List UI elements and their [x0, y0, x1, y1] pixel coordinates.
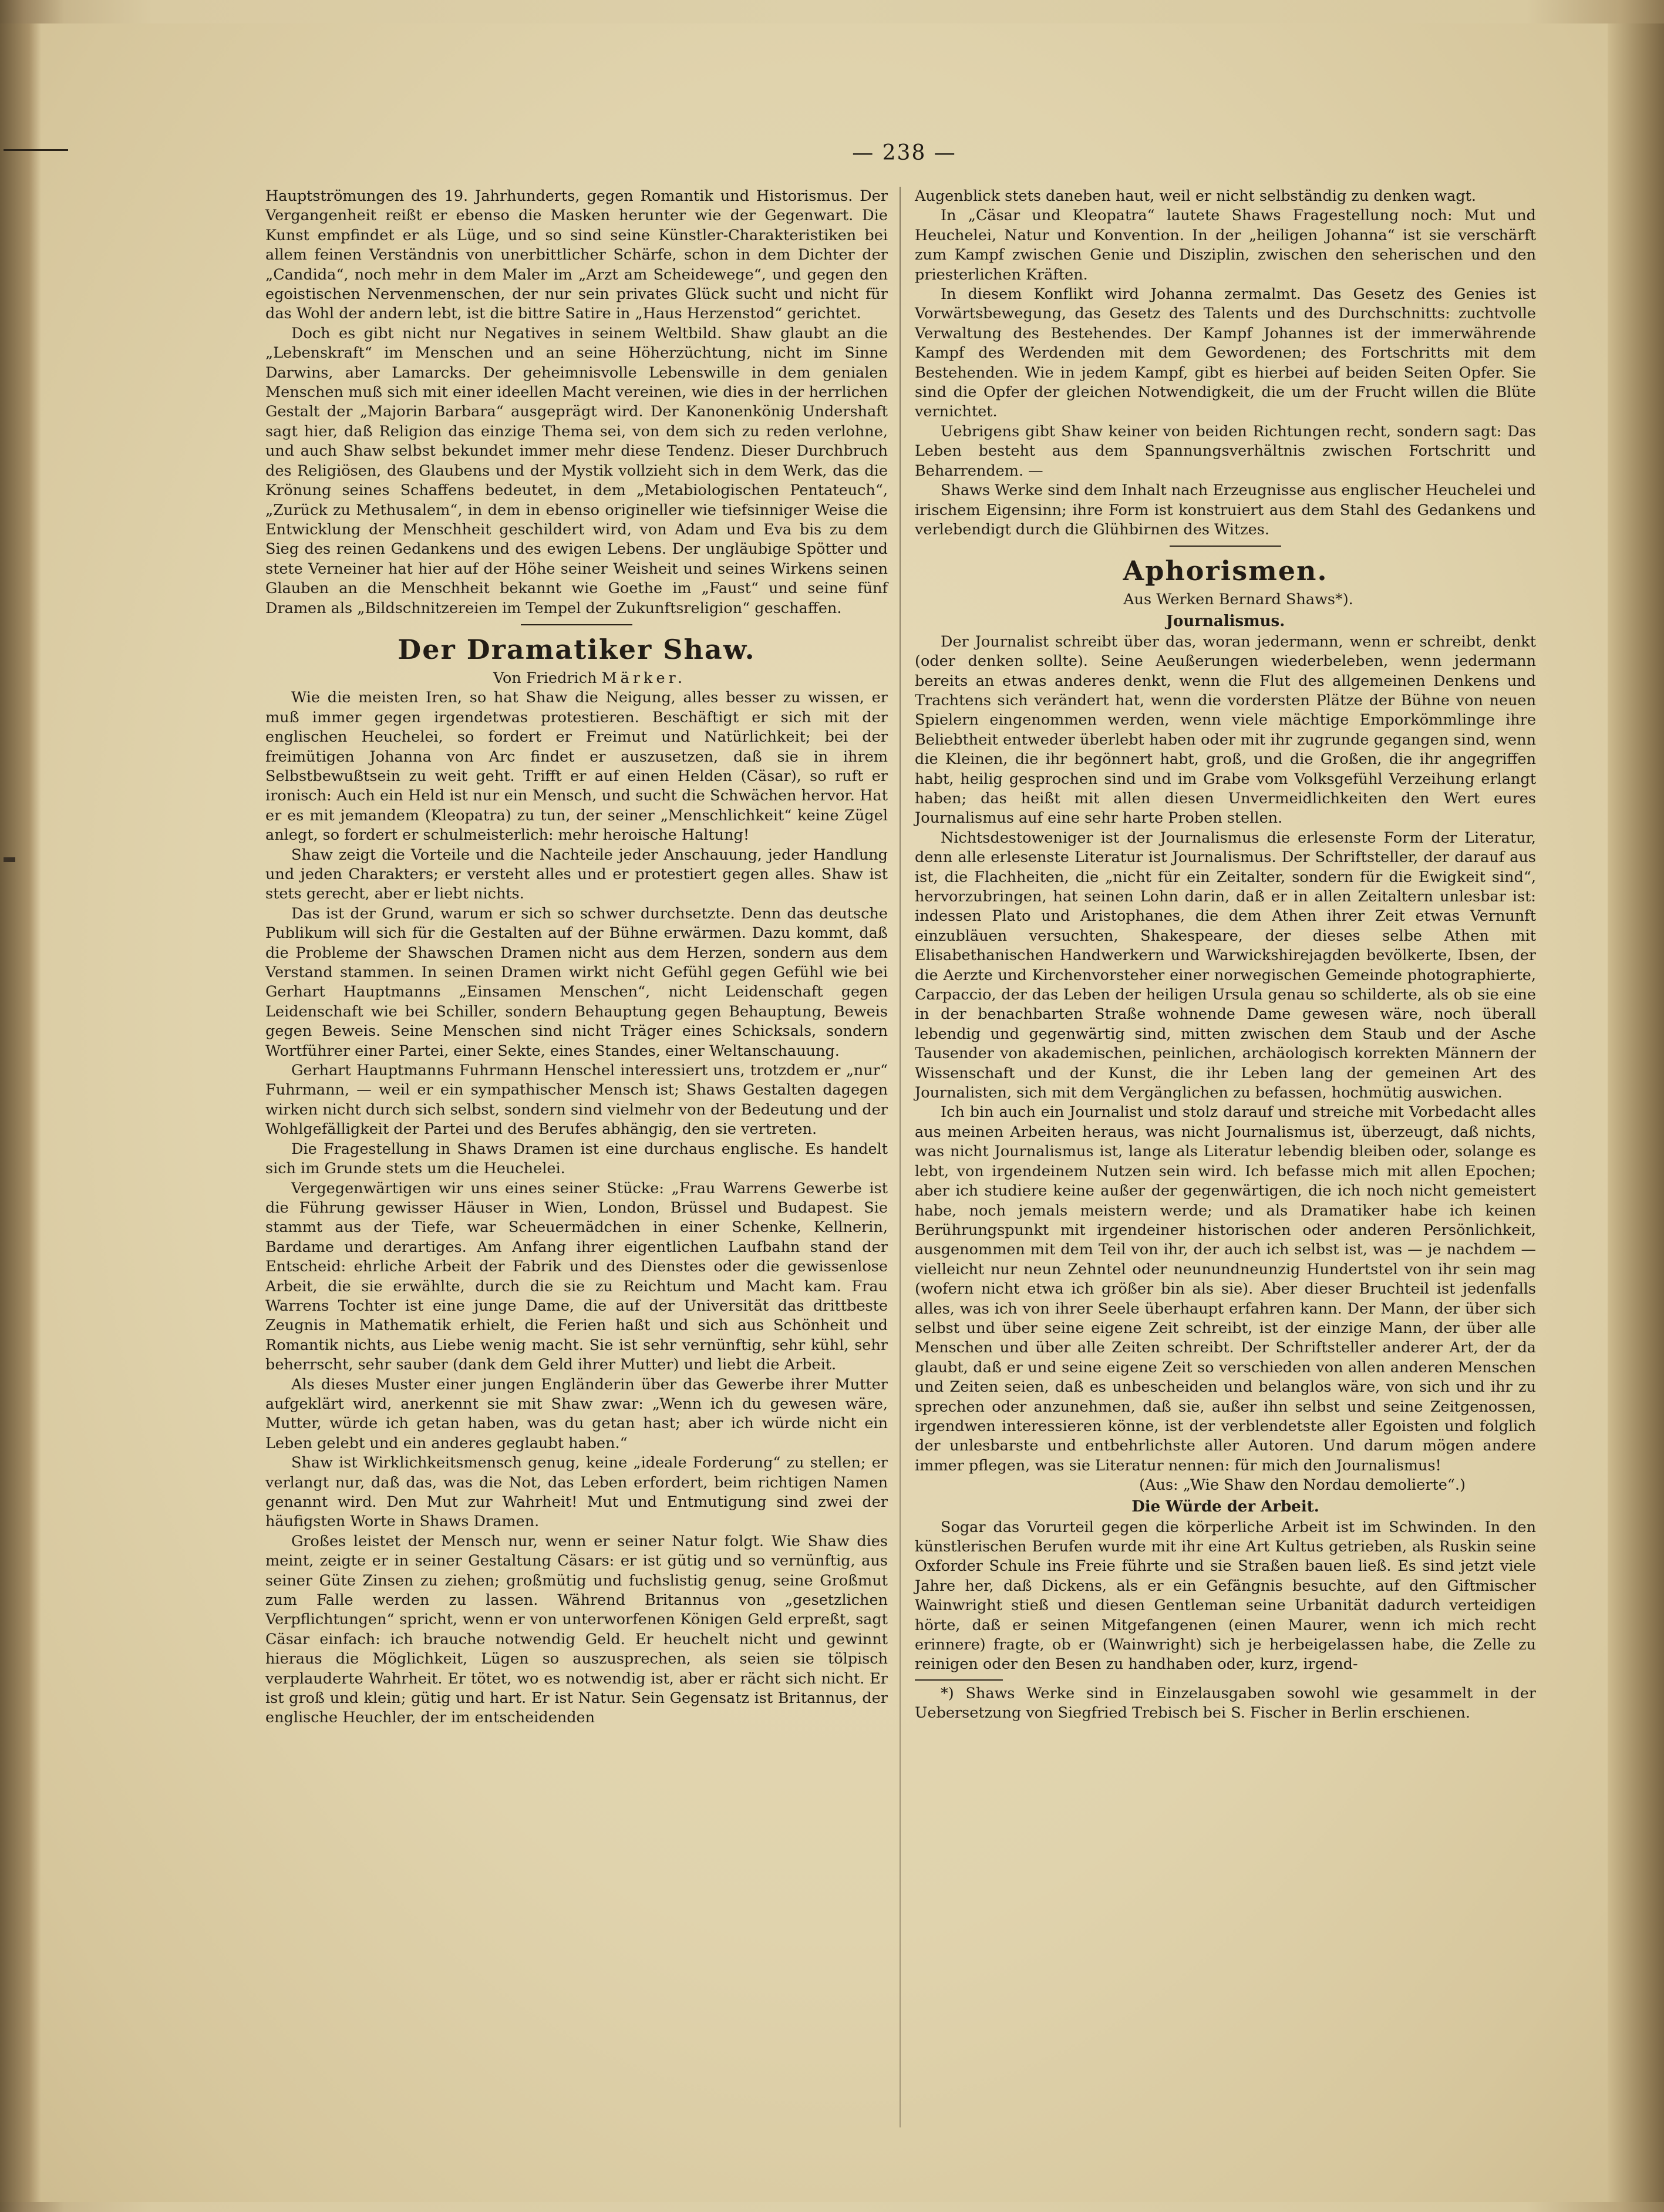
- paragraph: Der Journalist schreibt über das, woran jedermann, wenn er schreibt, denkt (oder denken sollte). Seine Aeußerungen wiederbeleben, wenn jedermann bereits an etwas anderes denkt, wenn die Flut des allgemeinen Denkens und Trachtens sich verändert hat, wenn die vordersten Plätze der Bühne von neuen Spielern eingenommen werden, wenn viele mächtige Emporkömmlinge ihre Beliebtheit entweder überlebt haben oder mit ihr zugrunde gegangen sind, wenn die Kleinen, die ihr begönnert habt, groß, und die Großen, die ihr angegriffen habt, heilig gesprochen sind und im Grabe vom Volksgefühl Verzeihung erlangt haben; das heißt mit allen diesen Unvermeidlichkeiten den Wert eures Journalismus auf eine sehr harte Proben stellen.: [915, 632, 1536, 827]
- paragraph: Doch es gibt nicht nur Negatives in seinem Weltbild. Shaw glaubt an die „Lebenskraft“ im Menschen und an seine Höherzüchtung, nicht im Sinne Darwins, aber Lamarcks. Der geheimnisvolle Lebenswille in dem genialen Menschen muß sich mit einer ideellen Macht vereinen, wie dies in der herrlichen Gestalt der „Majorin Barbara“ ausgeprägt wird. Der Kanonenkönig Undershaft sagt hier, daß Religion das einzige Thema sei, von dem sich zu reden verlohne, und auch Shaw selbst bekundet immer mehr diese Tendenz. Dieser Durchbruch des Religiösen, des Glaubens und der Mystik vollzieht sich in dem Werk, das die Krönung seines Schaffens bedeutet, in dem „Metabiologischen Pentateuch“, „Zurück zu Methusalem“, in dem in ebenso origineller wie tiefsinniger Weise die Entwicklung der Menschheit geschildert wird, von Adam und Eva bis zu dem Sieg des reinen Gedankens und des ewigen Lebens. Der ungläubige Spötter und stete Verneiner hat hier auf der Höhe seiner Weisheit und seines Wirkens seinen Glauben an die Menschheit bekannt wie Goethe im „Faust“ und seine fünf Dramen als „Bildschnitzereien im Tempel der Zukunftsreligion“ geschaffen.: [265, 324, 888, 617]
- source-citation: (Aus: „Wie Shaw den Nordau demolierte“.): [1139, 1476, 1466, 1494]
- paragraph: Shaw zeigt die Vorteile und die Nachteile jeder Anschauung, jeder Handlung und jeden Charakters; er versteht alles und er protestiert gegen alles. Shaw ist stets gerecht, aber er liebt nichts.: [265, 846, 888, 903]
- margin-mark: [4, 149, 68, 151]
- paragraph: In diesem Konflikt wird Johanna zermalmt. Das Gesetz des Genies ist Vorwärtsbewegung, das Gesetz des Talents und des Durchschnitts: zuchtvolle Verwaltung des Bestehendes. Der Kampf Johannes ist der immerwährende Kampf des Werdenden mit dem Gewordenen; des Fortschritts mit dem Bestehenden. Wie in jedem Kampf, gibt es hierbei auf beiden Seiten Opfer. Sie sind die Opfer der gleichen Notwendigkeit, die um der Frucht willen die Blüte vernichtet.: [915, 285, 1536, 421]
- paragraph: In „Cäsar und Kleopatra“ lautete Shaws Fragestellung noch: Mut und Heuchelei, Natur und Konvention. In der „heiligen Johanna“ ist sie verschärft zum Kampf zwischen Genie und Disziplin, zwischen den seherischen und den priesterlichen Kräften.: [915, 207, 1536, 284]
- paragraph: Das ist der Grund, warum er sich so schwer durchsetzte. Denn das deutsche Publikum will sich für die Gestalten auf der Bühne erwärmen. Dazu kommt, daß die Probleme der Shawschen Dramen nicht aus dem Herzen, sondern aus dem Verstand stammen. In seinen Dramen wirkt nicht Gefühl gegen Gefühl wie bei Gerhart Hauptmanns „Einsamen Menschen“, nicht Leidenschaft gegen Leidenschaft wie bei Schiller, sondern Behauptung gegen Behauptung, Beweis gegen Beweis. Seine Menschen sind nicht Träger eines Schicksals, sondern Wortführer einer Partei, einer Sekte, eines Standes, einer Weltanschauung.: [265, 904, 888, 1060]
- paragraph: Hauptströmungen des 19. Jahrhunderts, gegen Romantik und Historismus. Der Vergangenheit reißt er ebenso die Masken herunter wie der Gegenwart. Die Kunst empfindet er als Lüge, und so sind seine Künstler-Charakteristiken bei allem feinen Verständnis von unerbittlicher Schärfe, schon in dem Dichter der „Candida“, noch mehr in dem Maler im „Arzt am Scheidewege“, und gegen den egoistischen Nervenmenschen, der nur sein privates Glück sucht und nicht für das Wohl der andern lebt, ist die bittre Satire in „Haus Herzenstod“ gerichtet.: [265, 187, 888, 323]
- right-column: [915, 187, 1536, 1723]
- paragraph: Gerhart Hauptmanns Fuhrmann Henschel interessiert uns, trotzdem er „nur“ Fuhrmann, — weil er ein sympathischer Mensch ist; Shaws Gestalten dagegen wirken nicht durch sich selbst, sondern sind vielmehr von der Bedeutung und der Wohlgefälligkeit der Partei und des Berufes abhängig, den sie vertreten.: [265, 1062, 888, 1139]
- paragraph: Shaws Werke sind dem Inhalt nach Erzeugnisse aus englischer Heuchelei und irischem Eigensinn; ihre Form ist konstruiert aus dem Stahl des Gedankens und verlebendigt durch die Glühbirnen des Witzes.: [915, 482, 1536, 538]
- paragraph: Shaw ist Wirklichkeitsmensch genug, keine „ideale Forderung“ zu stellen; er verlangt nur, daß das, was die Not, das Leben erfordert, beim richtigen Namen genannt wird. Den Mut zur Wahrheit! Mut und Entmutigung sind zwei der häufigsten Worte in Shaws Dramen.: [265, 1454, 888, 1531]
- paragraph: Als dieses Muster einer jungen Engländerin über das Gewerbe ihrer Mutter aufgeklärt wird, anerkennt sie mit Shaw zwar: „Wenn ich du gewesen wäre, Mutter, würde ich getan haben, was du getan hast; aber ich würde nicht ein Leben gelebt und ein anderes geglaubt haben.“: [265, 1375, 888, 1452]
- separator-rule: [521, 624, 632, 625]
- paragraph: Die Fragestellung in Shaws Dramen ist eine durchaus englische. Es handelt sich im Grunde stets um die Heuchelei.: [265, 1140, 888, 1178]
- separator-rule: [1170, 546, 1281, 547]
- footnote-rule: [915, 1679, 1003, 1681]
- paragraph: Großes leistet der Mensch nur, wenn er seiner Natur folgt. Wie Shaw dies meint, zeigte er in seiner Gestaltung Cäsars: er ist gütig und so vernünftig, aus seiner Güte Zinsen zu ziehen; großmütig und fuchslistig genug, seine Großmut zum Falle werden zu lassen. Während Britannus von „gesetzlichen Verpflichtungen“ spricht, wenn er von unterworfenen Königen Geld erpreßt, sagt Cäsar einfach: ich brauche notwendig Geld. Er heuchelt nicht und gewinnt hieraus die Möglichkeit, Lügen so auszusprechen, als seien sie tölpisch verplauderte Wahrheit. Er tötet, wo es notwendig ist, aber er rächt sich nicht. Er ist groß und klein; gütig und hart. Er ist Natur. Sein Gegensatz ist Britannus, der englische Heuchler, der im entscheidenden: [265, 1532, 888, 1727]
- paragraph: Nichtsdestoweniger ist der Journalismus die erlesenste Form der Literatur, denn alle erlesenste Literatur ist Journalismus. Der Schriftsteller, der darauf aus ist, die Flachheiten, die „nicht für ein Zeitalter, sondern für die Ewigkeit sind“, hervorzubringen, hat seinen Lohn darin, daß er in allen Zeitaltern unlesbar ist: indessen Plato und Aristophanes, die dem Athen ihrer Zeit etwas Vernunft einzubläuen versuchten, Shakespeare, der dieses selbe Athen mit Elisabethanischen Handwerkern und Warwickshirejagden bevölkerte, Ibsen, der die Aerzte und Kirchenvorsteher einer norwegischen Gemeinde photographierte, Carpaccio, der das Leben der heiligen Ursula genau so schilderte, als ob sie eine in der benachbarten Straße wohnende Dame gewesen wäre, noch überall lebendig und gegenwärtig sind, mitten zwischen dem Staub und der Asche Tausender von akademischen, peinlichen, archäologisch korrekten Männern der Wissenschaft und der Kunst, die ihr Leben lang der gemeinen Art des Journalisten, sich mit dem Vergänglichen zu befassen, hochmütig auswichen.: [915, 829, 1536, 1102]
- margin-mark: [4, 857, 15, 862]
- subsection-title: Journalismus.: [1166, 612, 1285, 630]
- paragraph: Vergegenwärtigen wir uns eines seiner Stücke: „Frau Warrens Gewerbe ist die Führung gewisser Häuser in Wien, London, Brüssel und Budapest. Sie stammt aus der Tiefe, war Scheuermädchen in einer Schenke, Kellnerin, Bardame und derartiges. Am Anfang ihrer eigentlichen Laufbahn stand der Entscheid: ehrliche Arbeit der Fabrik und des Dienstes oder die gewissenlose Arbeit, die sie erwählte, durch die sie zu Reichtum und Macht kam. Frau Warrens Tochter ist eine junge Dame, die auf der Universität das drittbeste Zeugnis in Mathematik erhielt, die Ferien haßt und sich aus Schönheit und Romantik nichts, aus Liebe wenig macht. Sie ist sehr vernünftig, sehr kühl, sehr beherrscht, sehr sauber (dank dem Geld ihrer Mutter) und liebt die Arbeit.: [265, 1179, 888, 1374]
- column-divider: [900, 187, 901, 2127]
- article-title: Der Dramatiker Shaw.: [398, 633, 756, 665]
- article-byline: [265, 669, 888, 688]
- paragraph: Wie die meisten Iren, so hat Shaw die Neigung, alles besser zu wissen, er muß immer gegen irgendetwas protestieren. Beschäftigt er sich mit der englischen Heuchelei, so fordert er Freimut und Natürlichkeit; bei der freimütigen Johanna von Arc findet er auszusetzen, daß sie in ihrem Selbstbewußtsein zu weit geht. Trifft er auf einen Helden (Cäsar), so ruft er ironisch: Auch ein Held ist nur ein Mensch, und sucht die Schwächen hervor. Hat er es mit jemandem (Kleopatra) zu tun, der seiner „Menschlichkeit“ keine Zügel anlegt, so fordert er schulmeisterlich: mehr heroische Haltung!: [265, 689, 888, 844]
- paragraph: Sogar das Vorurteil gegen die körperliche Arbeit ist im Schwinden. In den künstlerischen Berufen wurde mit ihr eine Art Kultus getrieben, als Ruskin seine Oxforder Schule ins Freie führte und sie Straßen bauen ließ. Es sind jetzt viele Jahre her, daß Dickens, als er ein Gefängnis besuchte, auf den Giftmischer Wainwright stieß und diesen Gentleman seine Urbanität dadurch verteidigen hörte, daß er seinen Mitgefangenen (einen Maurer, wenn ich mich recht erinnere) fragte, ob er (Wainwright) sich je herbeigelassen habe, die Zelle zu reinigen oder den Besen zu handhaben oder, kurz, irgend-: [915, 1518, 1536, 1674]
- section-title: Aphorismen.: [1123, 555, 1328, 587]
- paragraph: Uebrigens gibt Shaw keiner von beiden Richtungen recht, sondern sagt: Das Leben besteht aus dem Spannungsverhältnis zwischen Fortschritt und Beharrendem. —: [915, 422, 1536, 480]
- paragraph: Augenblick stets daneben haut, weil er nicht selbständig zu denken wagt.: [915, 187, 1476, 205]
- byline-author: Märker.: [601, 669, 686, 687]
- subsection-title: Die Würde der Arbeit.: [1131, 1497, 1319, 1516]
- left-column: [265, 187, 888, 1728]
- footnote: *) Shaws Werke sind in Einzelausgaben sowohl wie gesammelt in der Uebersetzung von Siegfried Trebisch bei S. Fischer in Berlin erschienen.: [915, 1684, 1536, 1722]
- section-subtitle: Aus Werken Bernard Shaws*).: [1123, 591, 1353, 609]
- byline-prefix: Von Friedrich: [493, 669, 597, 687]
- page-edge: [1608, 23, 1664, 2202]
- page-number: — 238 —: [852, 141, 956, 165]
- paragraph: Ich bin auch ein Journalist und stolz darauf und streiche mit Vorbedacht alles aus meinen Arbeiten heraus, was nicht Journalismus ist, überzeugt, daß nichts, was nicht Journalismus ist, lange als Literatur lebendig bleiben oder, solange es lebt, von irgendeinem Nutzen sein wird. Ich befasse mich mit allen Epochen; aber ich studiere keine außer der gegenwärtigen, die ich noch nicht gemeistert habe, noch jemals meistern werde; und als Dramatiker habe ich keinen Berührungspunkt mit irgendeiner historischen oder anderen Persönlichkeit, ausgenommen mit dem Teil von ihr, der auch ich selbst ist, was — je nachdem — vielleicht nur neun Zehntel oder neunundneunzig Hundertstel von ihr sein mag (wofern nicht etwa ich größer bin als sie). Aber dieser Bruchteil ist jedenfalls alles, was ich von ihrer Seele überhaupt erfahren kann. Der Mann, der über sich selbst und über seine eigene Zeit schreibt, ist der einzige Mann, der über alle Menschen und über alle Zeiten schreibt. Der Schriftsteller anderer Art, der da glaubt, daß er und seine eigene Zeit so verschieden von allen anderen Menschen und Zeiten seien, daß es unbescheiden und belanglos wäre, von sich und ihr zu sprechen oder anzunehmen, daß sie, außer ihn selbst und seine Zeitgenossen, irgendwen interessieren könne, ist der verblendetste aller Egoisten und folglich der unlesbarste und entbehrlichste aller Autoren. Und darum mögen andere immer pflegen, was sie Literatur nennen: für mich den Journalismus!: [915, 1103, 1536, 1474]
- binding-shadow: [0, 23, 41, 2202]
